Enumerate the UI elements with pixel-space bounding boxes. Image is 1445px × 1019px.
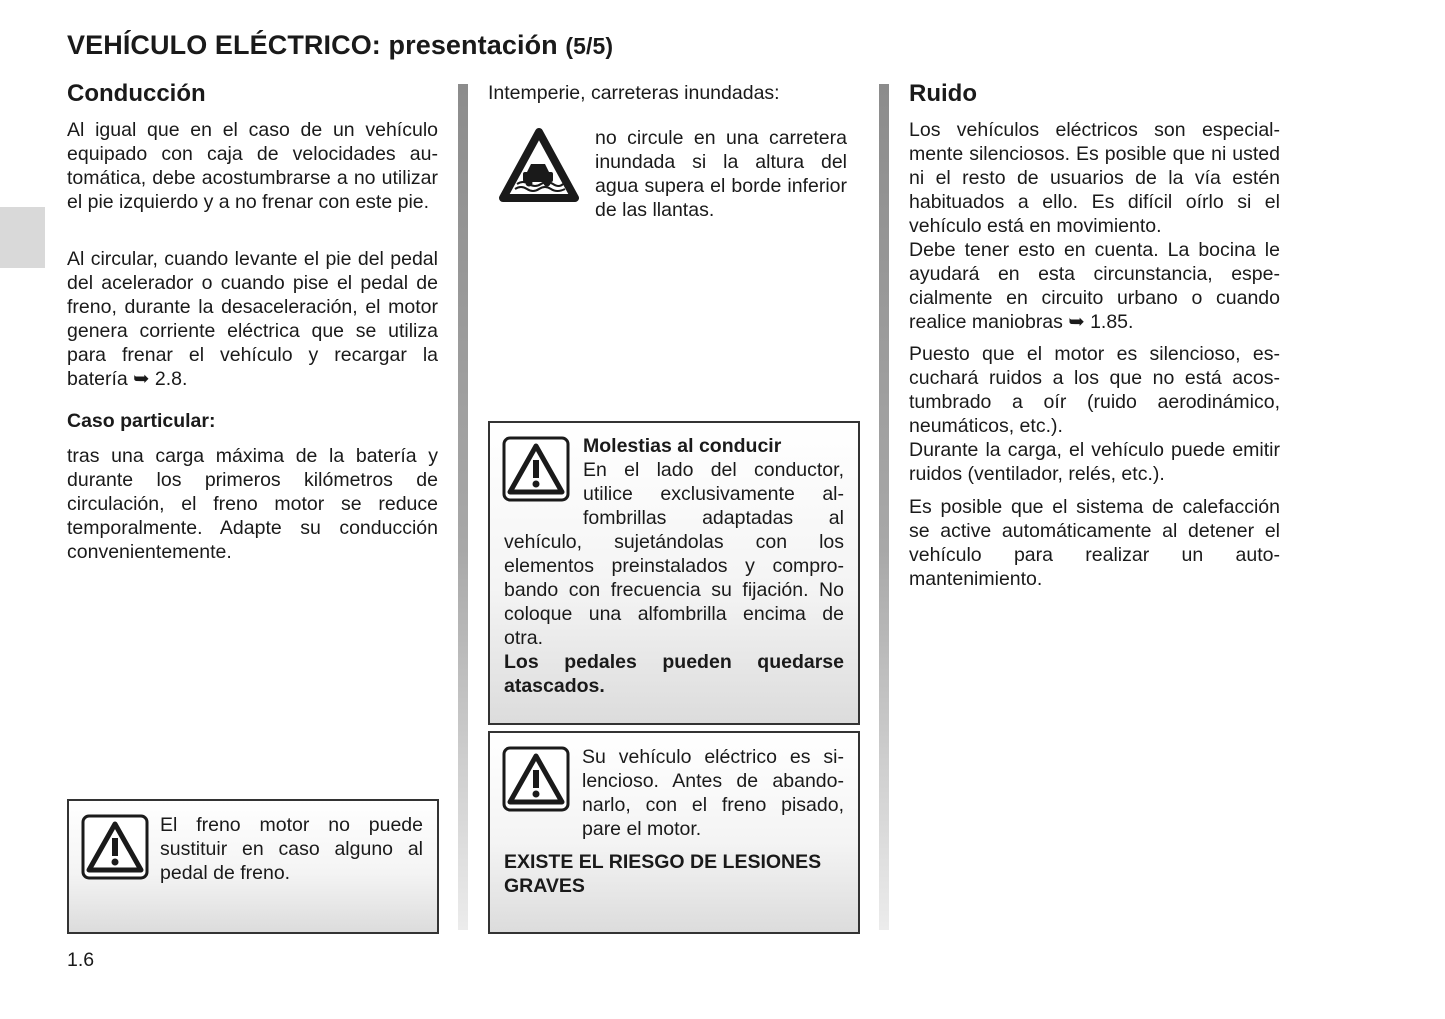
flooded-road-warning-icon [497, 126, 581, 206]
paragraph-ruido-1b: Debe tener esto en cuenta. La bocina le ayudará en esta circunstancia, especialmente en circuito urbano o cuando realice maniobras ➥ 1.85. [909, 239, 1280, 333]
warning-triangle-icon [502, 746, 570, 812]
column-divider-left [458, 84, 468, 930]
warning-silent-vehicle-bold: EXISTE EL RIESGO DE LESIONES GRAVES [504, 851, 822, 897]
paragraph-conduccion-2: Al circular, cuando levante el pie del pedal del acelerador o cuando pise el pedal de freno, durante la desaceleración, el motor genera corriente eléctrica que se utiliza para frenar el vehículo y recargar la batería ➥ 2.8. [67, 248, 438, 390]
warning-box-floor-mats [488, 421, 860, 725]
warning-box-engine-brake [67, 799, 439, 934]
section-heading-ruido: Ruido [909, 80, 977, 107]
warning-floor-mats-body [504, 434, 844, 698]
paragraph-ruido-2: Puesto que el motor es silencioso, escuchará ruidos a los que no está acostumbrado a oír (ruido aerodinámico, neumáticos, etc.). [909, 343, 1280, 437]
warning-floor-mats-bold: Los pedales pueden quedarse atascados. [504, 651, 844, 697]
paragraph-ruido-2b: Durante la carga, el vehículo puede emitir ruidos (ventilador, relés, etc.). [909, 439, 1280, 485]
ruido-block-1 [909, 118, 1280, 334]
section-heading-conduccion: Conducción [67, 80, 206, 107]
paragraph-conduccion-1: Al igual que en el caso de un vehículo equipado con caja de velocidades automática, debe acostumbrarse a no utilizar el pie izquierdo y a no frenar con este pie. [67, 119, 438, 213]
page-title-main: VEHÍCULO ELÉCTRICO: presentación [67, 30, 558, 60]
section-tab [0, 207, 45, 268]
warning-floor-mats-title: Molestias al conducir [583, 435, 782, 457]
page-title-part: (5/5) [565, 33, 614, 59]
warning-box-silent-vehicle [488, 731, 860, 934]
warning-text-engine-brake: El freno motor no puede sustituir en caso alguno al pedal de freno. [160, 814, 423, 884]
paragraph-ruido-3: Es posible que el sistema de calefacción se active automáticamente al detener el vehículo para realizar un automantenimiento. [909, 496, 1280, 590]
page-number: 1.6 [67, 949, 95, 971]
column-divider-right [879, 84, 889, 930]
paragraph-ruido-1: Los vehículos eléctricos son especialmente silenciosos. Es posible que ni usted ni el resto de usuarios de la vía estén habituados a ello. Es difícil oírlo si el vehículo está en movimiento. [909, 119, 1280, 237]
special-case-heading: Caso particular: [67, 410, 216, 432]
page-title [67, 30, 613, 61]
warning-floor-mats-text: En el lado del conductor, utilice exclusivamente alfombrillas adaptadas al vehículo, sujetándolas con los elementos preinstalados y comprobando con frecuencia su fijación. No coloque una alfombrilla encima de otra. [504, 459, 844, 649]
ruido-block-2 [909, 342, 1280, 486]
warning-silent-vehicle-text: Su vehículo eléctrico es silencioso. Antes de abandonarlo, con el freno pisado, pare el motor. [582, 746, 844, 840]
warning-triangle-icon [81, 814, 149, 880]
weather-intro: Intemperie, carreteras inundadas: [488, 82, 780, 104]
flood-warning-text: no circule en una carretera inundada si la altura del agua supera el borde inferior de las llantas. [595, 127, 847, 221]
paragraph-special-case: tras una carga máxima de la batería y durante los primeros kilómetros de circulación, el freno motor se reduce temporalmente. Adapte su conducción convenientemente. [67, 445, 438, 563]
